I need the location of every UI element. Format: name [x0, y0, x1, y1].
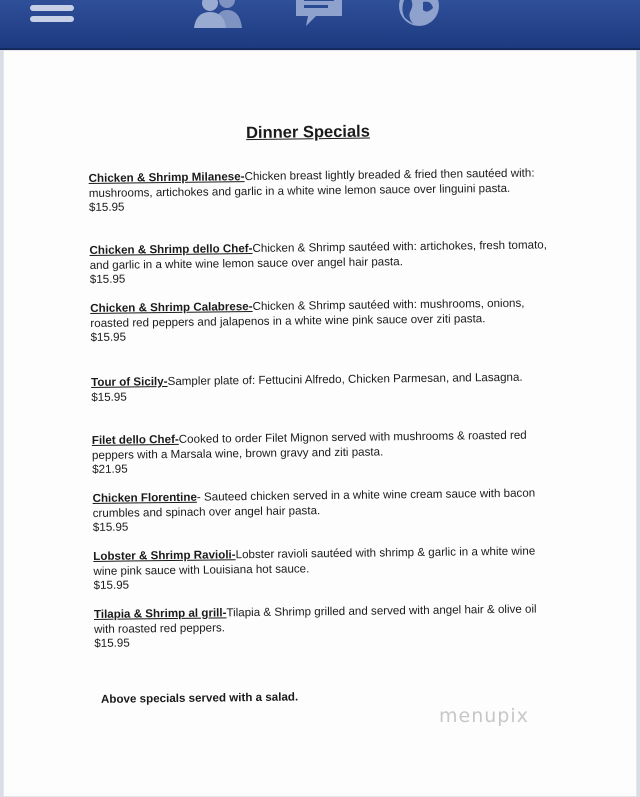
item-price: $15.95	[93, 578, 130, 592]
item-description: Lobster ravioli sautéed with shrimp & garlic in a white wine wine pink sauce with Louisiana hot sauce.	[93, 544, 536, 578]
item-price: $21.95	[92, 462, 128, 476]
menu-icon[interactable]	[30, 0, 74, 20]
item-name: Chicken & Shrimp Calabrese-	[90, 300, 253, 315]
menu-item	[89, 166, 554, 215]
menu-item	[91, 370, 556, 405]
item-description: Sampler plate of: Fettucini Alfredo, Chicken Parmesan, and Lasagna.	[167, 370, 523, 389]
item-name: Filet dello Chef-	[91, 432, 179, 447]
item-description: Cooked to order Filet Mignon served with mushrooms & roasted red peppers with a Marsala wine, brown gravy and ziti pasta.	[91, 428, 527, 462]
item-price: $15.95	[89, 272, 126, 286]
menu-item	[90, 296, 555, 345]
item-description: - Sauteed chicken served in a white wine cream sauce with bacon crumbles and spinach over angel hair pasta.	[92, 486, 536, 520]
item-description: Chicken breast lightly breaded & fried then sautéed with: mushrooms, artichokes and garlic in a white wine lemon sauce over linguini pasta.	[88, 166, 535, 200]
menu-item	[92, 428, 557, 477]
menu-item	[92, 486, 557, 535]
chat-icon[interactable]	[294, 0, 344, 28]
document-title: Dinner Specials	[245, 122, 370, 143]
item-description: Chicken & Shrimp sautéed with: mushrooms, onions, roasted red peppers and jalapenos in a white wine pink sauce over ziti pasta.	[90, 296, 525, 330]
item-name: Chicken & Shrimp Milanese-	[88, 170, 245, 185]
item-description: Tilapia & Shrimp grilled and served with angel hair & olive oil with roasted red peppers.	[94, 602, 537, 636]
globe-icon[interactable]	[397, 0, 441, 28]
item-name: Tilapia & Shrimp al grill-	[93, 606, 227, 621]
item-price: $15.95	[88, 200, 125, 214]
menupix-watermark: menupix	[439, 705, 529, 727]
item-description: Chicken & Shrimp sautéed with: artichokes, fresh tomato, and garlic in a white wine lemon sauce over angel hair pasta.	[89, 238, 548, 272]
people-icon[interactable]	[192, 0, 246, 28]
item-price: $15.95	[92, 520, 129, 534]
salad-note: Above specials served with a salad.	[100, 690, 299, 706]
item-name: Chicken Florentine	[92, 490, 197, 505]
menu-item	[89, 238, 554, 287]
item-name: Chicken & Shrimp dello Chef-	[89, 242, 253, 257]
item-name: Tour of Sicily-	[91, 375, 168, 389]
menu-icon-line	[30, 16, 74, 22]
top-nav-bar	[0, 0, 640, 50]
item-price: $15.95	[91, 390, 127, 404]
dinner-specials-document	[88, 122, 558, 706]
menu-icon-line	[30, 5, 74, 11]
item-price: $15.95	[94, 636, 130, 650]
item-price: $15.95	[90, 330, 127, 344]
scanned-menu-page	[3, 50, 637, 797]
menu-item	[94, 602, 559, 651]
item-name: Lobster & Shrimp Ravioli-	[93, 548, 236, 563]
menu-item	[93, 544, 558, 593]
